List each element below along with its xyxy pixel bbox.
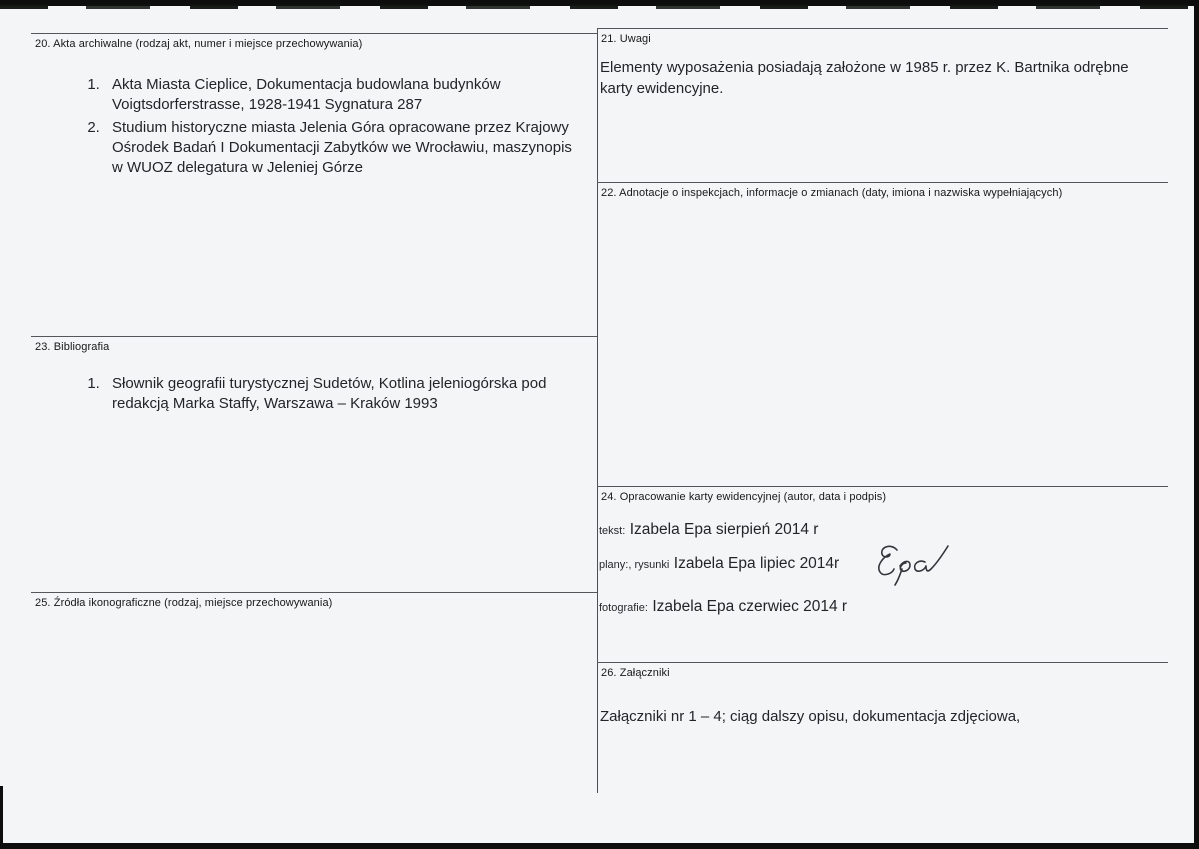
section-20-list bbox=[31, 75, 576, 178]
section-25-header: 25. Źródła ikonograficzne (rodzaj, miejsce przechowywania) bbox=[35, 597, 333, 609]
section-23-bibliografia bbox=[31, 336, 597, 592]
list-item: 1. Słownik geografii turystycznej Sudetów, Kotlina jeleniogórska pod redakcją Marka Staffy, Warszawa – Kraków 1993 bbox=[104, 374, 576, 414]
section-23-header: 23. Bibliografia bbox=[35, 341, 110, 353]
credit-row-plany-rysunki bbox=[599, 555, 839, 573]
list-item: 1. Akta Miasta Cieplice, Dokumentacja budowlana budynków Voigtsdorferstrasse, 1928-1941 Sygnatura 287 bbox=[104, 75, 576, 115]
section-24-opracowanie-karty bbox=[597, 486, 1168, 662]
scan-edge-top-jagged bbox=[0, 4, 1199, 9]
credit-label: plany:, rysunki bbox=[599, 559, 670, 571]
section-24-header: 24. Opracowanie karty ewidencyjnej (autor, data i podpis) bbox=[601, 491, 887, 503]
section-20-header: 20. Akta archiwalne (rodzaj akt, numer i miejsce przechowywania) bbox=[35, 38, 363, 50]
credit-row-fotografie bbox=[599, 598, 847, 616]
credit-label: tekst: bbox=[599, 525, 626, 537]
section-21-header: 21. Uwagi bbox=[601, 33, 651, 45]
credit-value: Izabela Epa sierpień 2014 r bbox=[629, 521, 819, 538]
section-22-adnotacje bbox=[597, 182, 1168, 486]
section-21-uwagi bbox=[597, 28, 1168, 182]
credit-label: fotografie: bbox=[599, 602, 648, 614]
credit-row-tekst bbox=[599, 521, 818, 539]
credit-value: Izabela Epa lipiec 2014r bbox=[673, 555, 840, 572]
section-26-header: 26. Załączniki bbox=[601, 667, 670, 679]
section-26-zalaczniki bbox=[597, 662, 1168, 793]
scan-edge-left-sliver bbox=[0, 786, 3, 843]
handwritten-signature-epa bbox=[873, 541, 951, 587]
section-22-header: 22. Adnotacje o inspekcjach, informacje o zmianach (daty, imiona i nazwiska wypełniających) bbox=[601, 187, 1063, 199]
section-26-text: Załączniki nr 1 – 4; ciąg dalszy opisu, dokumentacja zdjęciowa, bbox=[600, 708, 1021, 725]
scan-edge-bottom bbox=[0, 843, 1199, 849]
section-20-akta-archiwalne bbox=[31, 33, 597, 336]
scan-edge-right bbox=[1194, 0, 1199, 849]
credit-value: Izabela Epa czerwiec 2014 r bbox=[652, 598, 848, 615]
section-21-text: Elementy wyposażenia posiadają założone w 1985 r. przez K. Bartnika odrębne karty ewidencyjne. bbox=[600, 59, 1129, 97]
list-item: 2. Studium historyczne miasta Jelenia Góra opracowane przez Krajowy Ośrodek Badań I Dokumentacji Zabytków we Wrocławiu, maszynopis w WUOZ delegatura w Jeleniej Górze bbox=[104, 118, 576, 178]
section-25-zrodla-ikonograficzne bbox=[31, 592, 597, 792]
section-23-list bbox=[31, 374, 576, 414]
